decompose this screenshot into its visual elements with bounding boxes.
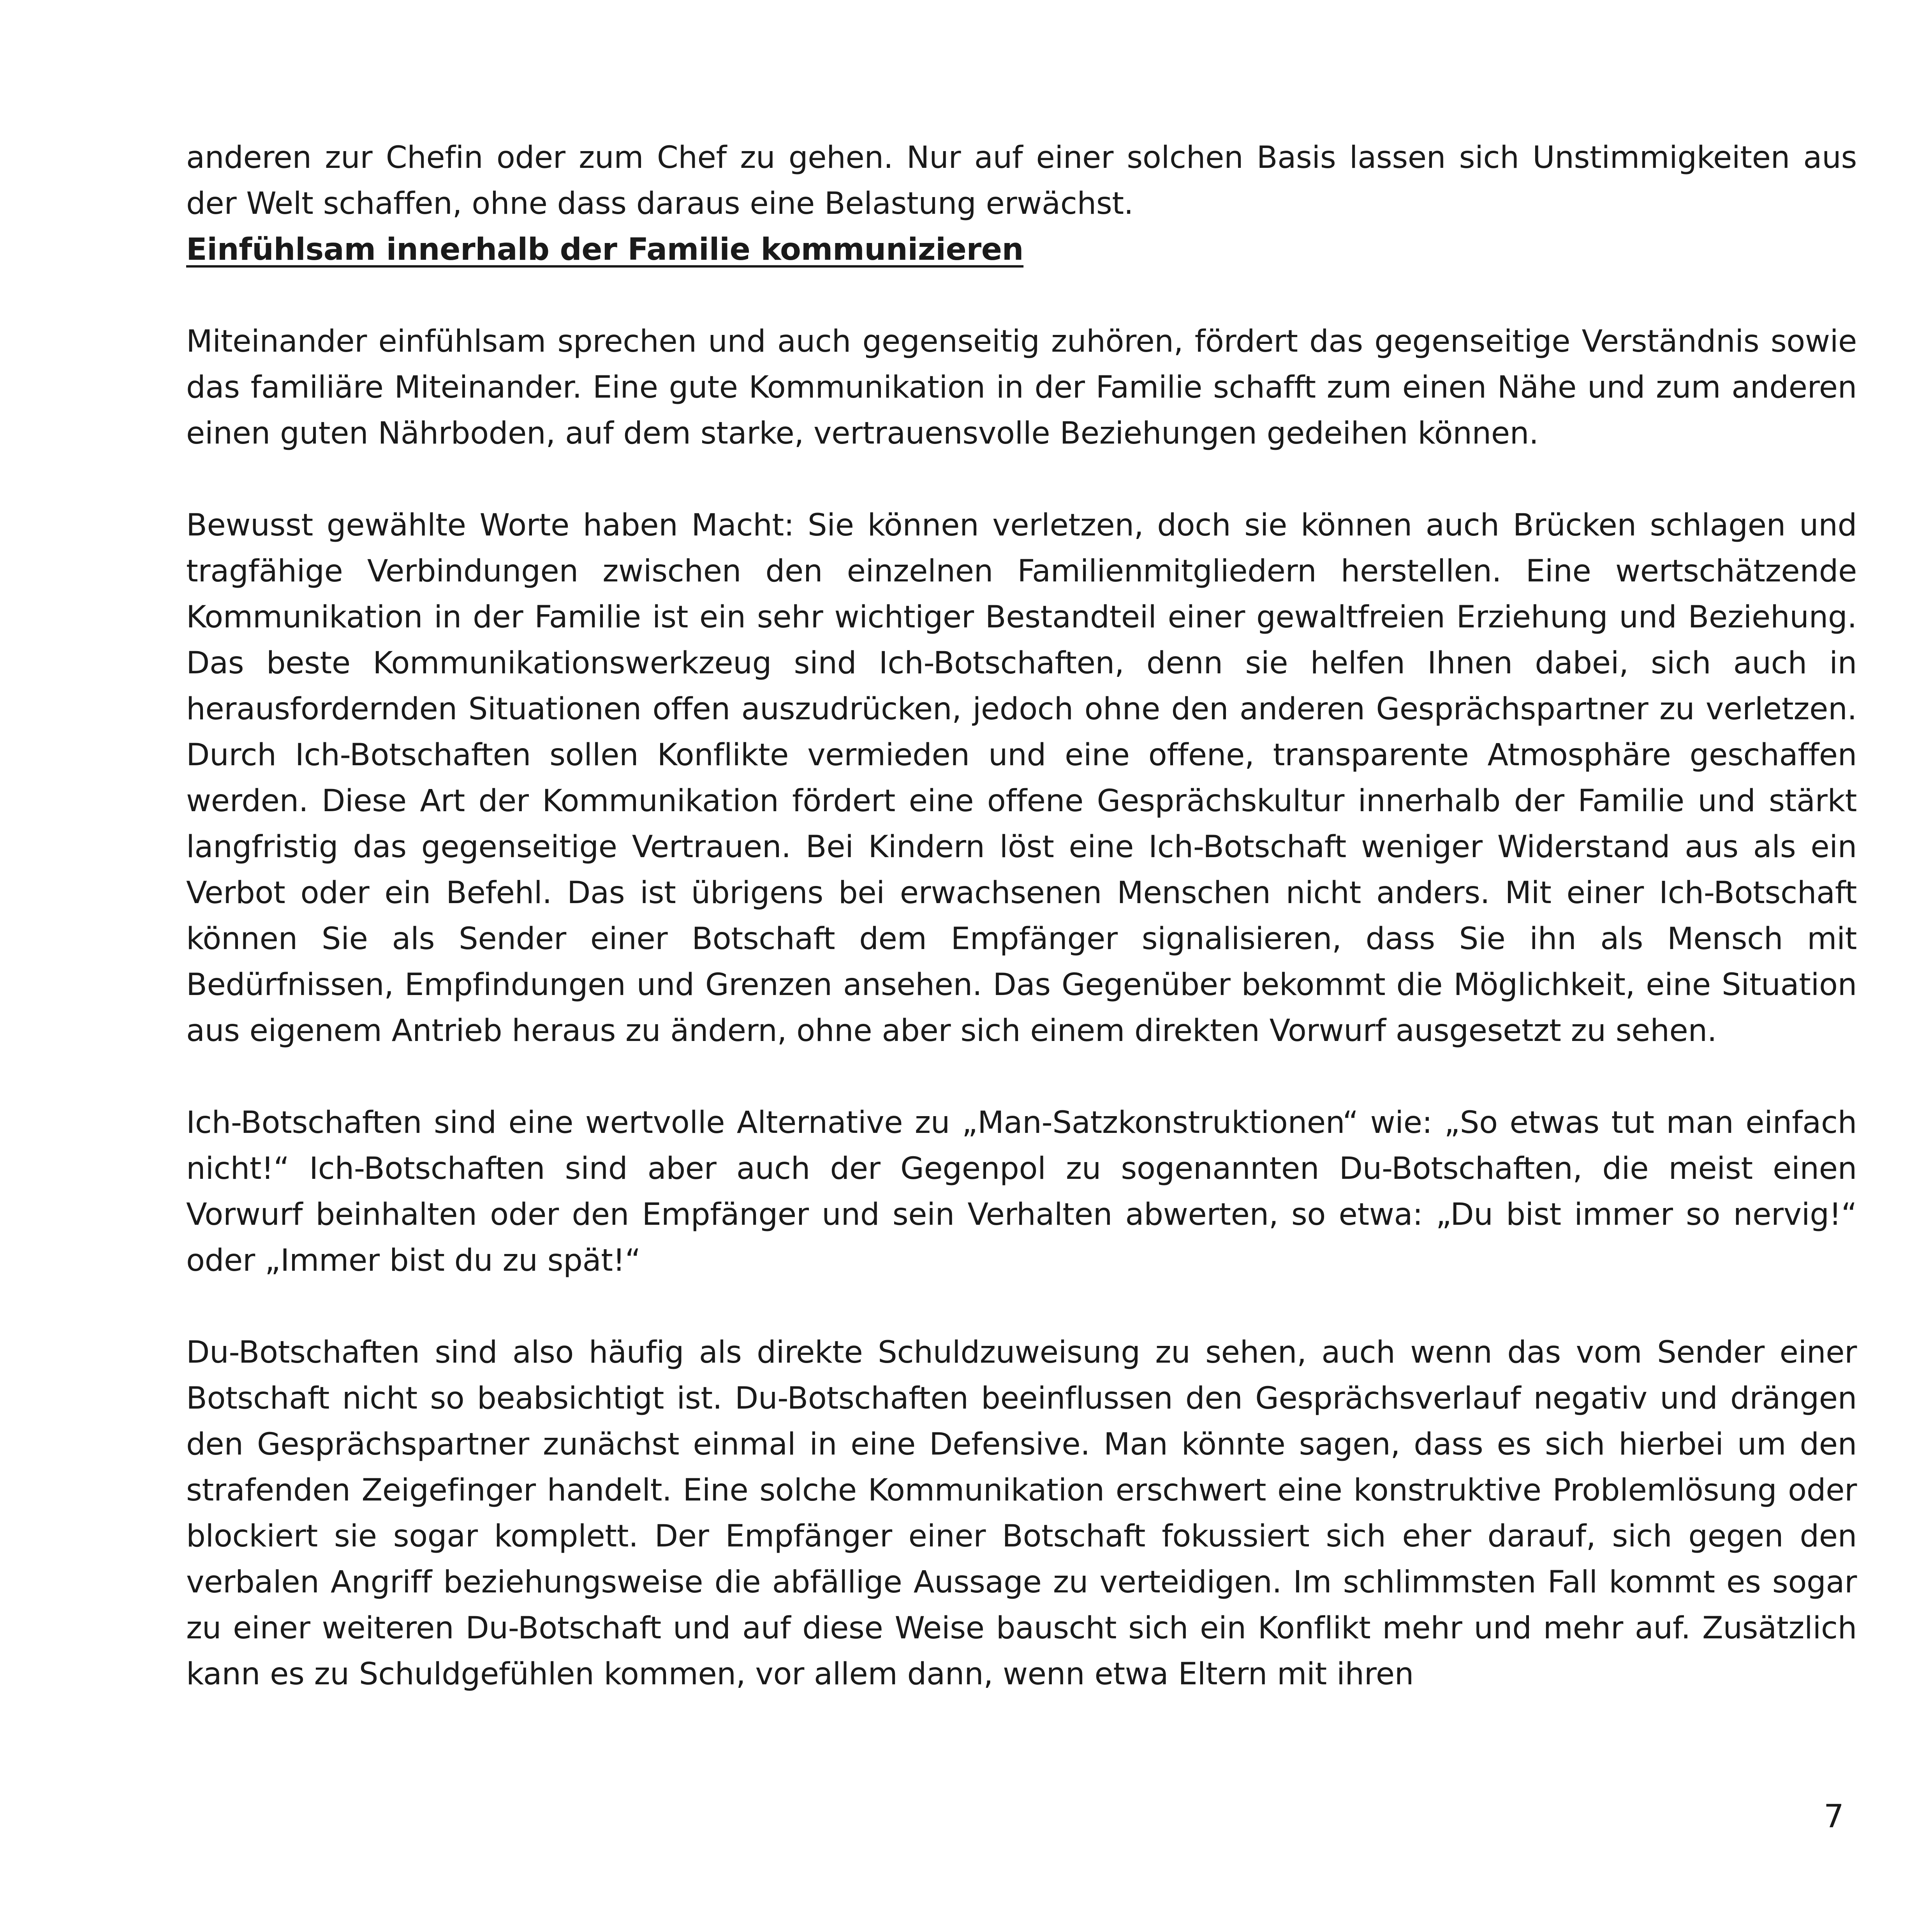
paragraph-du-botschaften: Du-Botschaften sind also häufig als direkte Schuldzuweisung zu sehen, auch wenn das vom Sender einer Botschaft nicht so beabsichtigt ist. Du-Botschaften beeinflussen den Gesprächsverlauf negativ und drängen den Gesprächspartner zunächst einmal in eine Defensive. Man könnte sagen, dass es sich hierbei um den strafenden Zeigefinger handelt. Eine solche Kommunikation erschwert eine konstruktive Problemlösung oder blockiert sie sogar komplett. Der Empfänger einer Botschaft fokussiert sich eher darauf, sich gegen den verbalen Angriff beziehungsweise die abfällige Aussage zu verteidigen. Im schlimmsten Fall kommt es sogar zu einer weiteren Du-Botschaft und auf diese Weise bauscht sich ein Konflikt mehr und mehr auf. Zusätzlich kann es zu Schuldgefühlen kommen, vor allem dann, wenn etwa Eltern mit ihren [186,1334,1857,1692]
page-content [186,134,1857,1697]
paragraph-ich-botschaften: Bewusst gewählte Worte haben Macht: Sie können verletzen, doch sie können auch Brücken schlagen und tragfähige Verbindungen zwischen den einzelnen Familienmitgliedern herstellen. Eine wertschätzende Kommunikation in der Familie ist ein sehr wichtiger Bestandteil einer gewaltfreien Erziehung und Beziehung. Das beste Kommunikationswerkzeug sind Ich-Botschaften, denn sie helfen Ihnen dabei, sich auch in herausfordernden Situationen offen auszudrücken, jedoch ohne den anderen Gesprächspartner zu verletzen. Durch Ich-Botschaften sollen Konflikte vermieden und eine offene, transparente Atmosphäre geschaffen werden. Diese Art der Kommunikation fördert eine offene Gesprächskultur innerhalb der Familie und stärkt langfristig das gegenseitige Vertrauen. Bei Kindern löst eine Ich-Botschaft weniger Widerstand aus als ein Verbot oder ein Befehl. Das ist übrigens bei erwachsenen Menschen nicht anders. Mit einer Ich-Botschaft können Sie als Sender einer Botschaft dem Empfänger signalisieren, dass Sie ihn als Mensch mit Bedürfnissen, Empfindungen und Grenzen ansehen. Das Gegenüber bekommt die Möglichkeit, eine Situation aus eigenem Antrieb heraus zu ändern, ohne aber sich einem direkten Vorwurf ausgesetzt zu sehen. [186,507,1857,1048]
page-number: 7 [1823,1798,1844,1835]
paragraph-continuation: anderen zur Chefin oder zum Chef zu gehen. Nur auf einer solchen Basis lassen sich Unstimmigkeiten aus der Welt schaffen, ohne dass daraus eine Belastung erwächst. [186,139,1857,221]
section-heading: Einfühlsam innerhalb der Familie kommunizieren [186,231,1024,267]
paragraph-intro: Miteinander einfühlsam sprechen und auch gegenseitig zuhören, fördert das gegenseitige Verständnis sowie das familiäre Miteinander. Eine gute Kommunikation in der Familie schafft zum einen Nähe und zum anderen einen guten Nährboden, auf dem starke, vertrauensvolle Beziehungen gedeihen können. [186,323,1857,451]
paragraph-alternative: Ich-Botschaften sind eine wertvolle Alternative zu „Man-Satzkonstruktionen“ wie: „So etwas tut man einfach nicht!“ Ich-Botschaften sind aber auch der Gegenpol zu sogenannten Du-Botschaften, die meist einen Vorwurf beinhalten oder den Empfänger und sein Verhalten abwerten, so etwa: „Du bist immer so nervig!“ oder „Immer bist du zu spät!“ [186,1104,1857,1278]
